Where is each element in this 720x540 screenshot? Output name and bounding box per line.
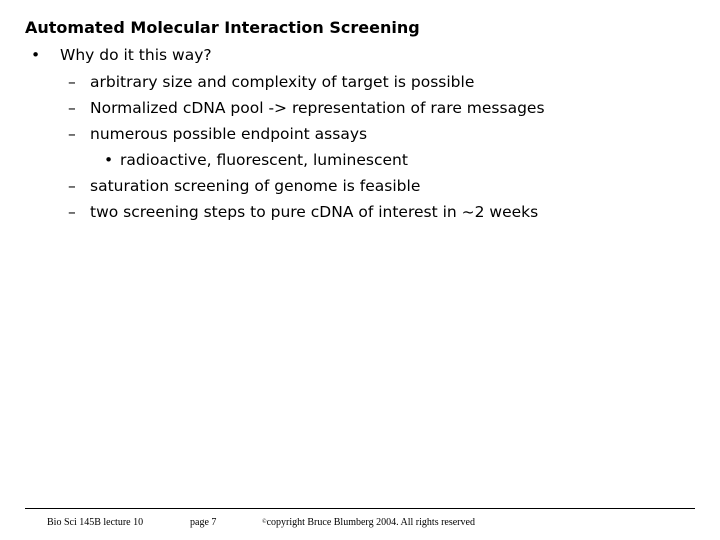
dash-marker: – xyxy=(68,99,76,117)
bullet-marker: • xyxy=(31,46,41,64)
footer-copyright-text: copyright Bruce Blumberg 2004. All rights reserved xyxy=(266,517,475,528)
point-item: arbitrary size and complexity of target is possible xyxy=(90,73,475,91)
footer-copyright xyxy=(262,516,475,530)
footer-page: page 7 xyxy=(190,517,217,528)
copyright-symbol: © xyxy=(262,519,267,525)
bullet-question: Why do it this way? xyxy=(60,46,212,64)
footer-divider xyxy=(25,508,695,509)
dash-marker: – xyxy=(68,125,76,143)
dash-marker: – xyxy=(68,203,76,221)
point-item: Normalized cDNA pool -> representation of rare messages xyxy=(90,99,545,117)
dash-marker: – xyxy=(68,73,76,91)
footer-course: Bio Sci 145B lecture 10 xyxy=(47,517,144,528)
point-item: two screening steps to pure cDNA of interest in ~2 weeks xyxy=(90,203,539,221)
sub-bullet-marker: • xyxy=(104,151,114,169)
point-item: numerous possible endpoint assays xyxy=(90,125,368,143)
assay-types: radioactive, fluorescent, luminescent xyxy=(120,151,408,169)
point-item: saturation screening of genome is feasible xyxy=(90,177,421,195)
slide-title: Automated Molecular Interaction Screening xyxy=(25,18,420,37)
dash-marker: – xyxy=(68,177,76,195)
